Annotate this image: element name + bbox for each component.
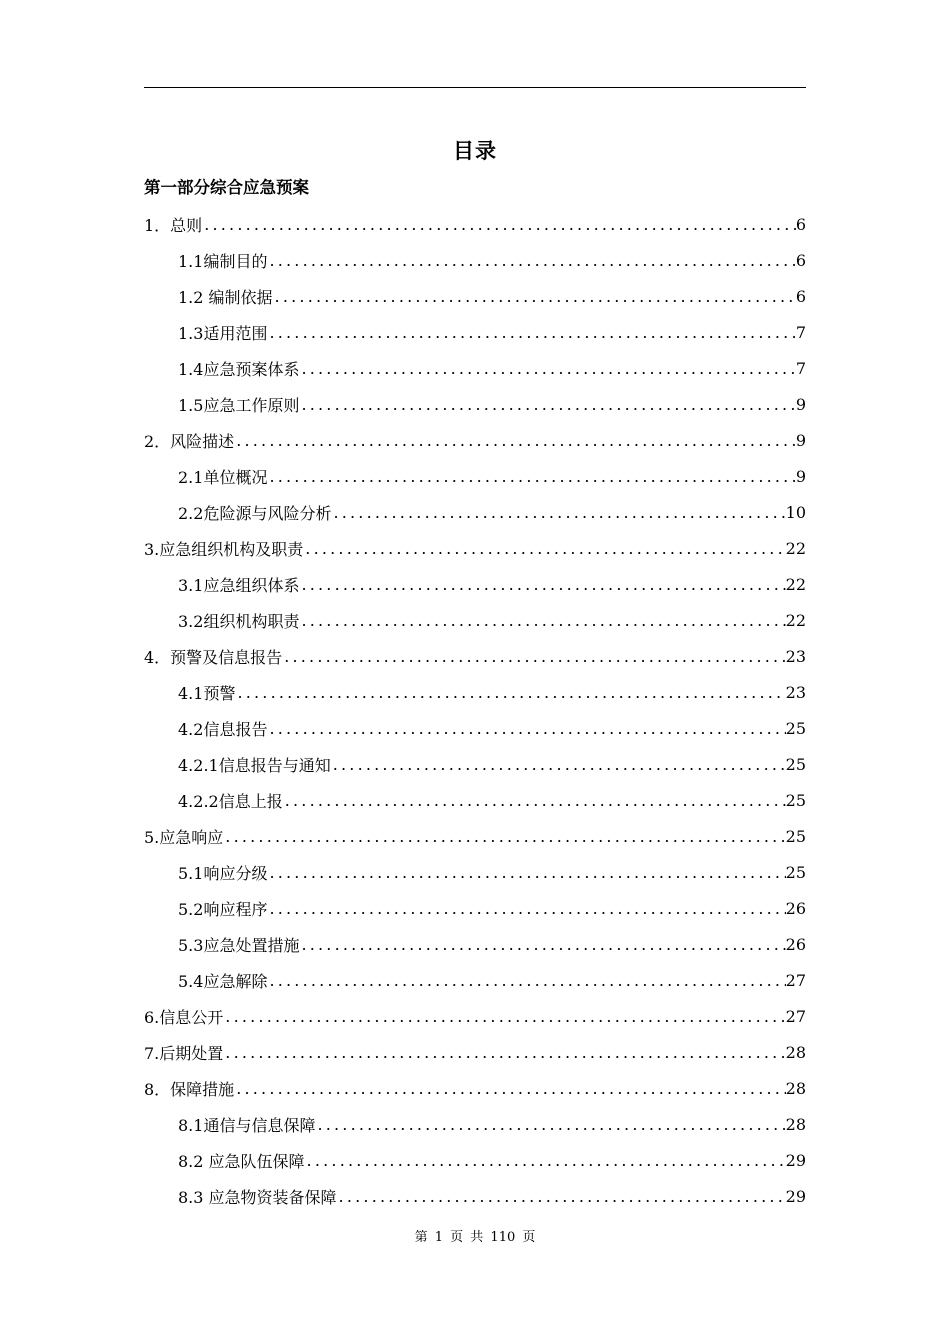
toc-entry-page-number: 22	[785, 610, 806, 630]
toc-dot-leader	[267, 323, 795, 342]
toc-entry-page-number: 28	[785, 1042, 806, 1062]
toc-entry[interactable]	[144, 782, 806, 818]
toc-entry-title: 1.2 编制依据	[178, 287, 273, 307]
toc-entry-title: 3.应急组织机构及职责	[144, 539, 304, 559]
toc-dot-leader	[267, 863, 785, 882]
toc-dot-leader	[223, 827, 785, 846]
toc-entry-title: 7.后期处置	[144, 1043, 224, 1063]
toc-dot-leader	[234, 431, 796, 450]
table-of-contents	[144, 206, 806, 1214]
toc-dot-leader	[202, 215, 796, 234]
toc-entry[interactable]	[144, 530, 806, 566]
toc-dot-leader	[299, 935, 785, 954]
toc-entry-title: 4．预警及信息报告	[144, 647, 283, 667]
page-title: 目录	[453, 139, 497, 163]
toc-entry-title: 5.3应急处置措施	[178, 935, 300, 955]
toc-entry-page-number: 9	[795, 394, 806, 414]
toc-entry-title: 8．保障措施	[144, 1079, 235, 1099]
toc-entry-page-number: 25	[785, 826, 806, 846]
toc-entry[interactable]	[144, 638, 806, 674]
part-heading: 第一部分综合应急预案	[144, 178, 309, 197]
toc-entry-title: 1.4应急预案体系	[178, 359, 300, 379]
toc-entry-page-number: 6	[795, 214, 806, 234]
toc-dot-leader	[223, 1007, 785, 1026]
toc-entry[interactable]	[144, 998, 806, 1034]
toc-dot-leader	[303, 539, 785, 558]
toc-entry-title: 1.5应急工作原则	[178, 395, 300, 415]
header-rule	[144, 87, 806, 88]
toc-entry-title: 1．总则	[144, 215, 203, 235]
toc-entry-title: 5.4应急解除	[178, 971, 268, 991]
toc-entry[interactable]	[144, 314, 806, 350]
toc-entry-page-number: 28	[785, 1078, 806, 1098]
toc-dot-leader	[223, 1043, 785, 1062]
toc-entry-title: 8.1通信与信息保障	[178, 1115, 316, 1135]
toc-entry-page-number: 7	[795, 322, 806, 342]
toc-dot-leader	[299, 359, 795, 378]
toc-entry[interactable]	[144, 1034, 806, 1070]
toc-entry[interactable]	[144, 1178, 806, 1214]
toc-entry[interactable]	[144, 422, 806, 458]
toc-entry-page-number: 25	[785, 754, 806, 774]
toc-entry-page-number: 28	[785, 1114, 806, 1134]
toc-entry-page-number: 25	[785, 718, 806, 738]
toc-dot-leader	[267, 971, 785, 990]
toc-dot-leader	[267, 467, 795, 486]
toc-dot-leader	[235, 683, 785, 702]
toc-dot-leader	[305, 1151, 786, 1170]
toc-entry-title: 5.应急响应	[144, 827, 224, 847]
toc-entry-title: 3.2组织机构职责	[178, 611, 300, 631]
toc-entry[interactable]	[144, 1106, 806, 1142]
toc-entry-page-number: 27	[785, 970, 806, 990]
toc-dot-leader	[299, 395, 795, 414]
toc-entry[interactable]	[144, 602, 806, 638]
toc-dot-leader	[273, 287, 796, 306]
toc-entry[interactable]	[144, 746, 806, 782]
toc-entry-page-number: 10	[785, 502, 806, 522]
toc-dot-leader	[299, 611, 785, 630]
toc-entry[interactable]	[144, 710, 806, 746]
toc-entry[interactable]	[144, 890, 806, 926]
toc-dot-leader	[267, 719, 785, 738]
page-footer: 第 1 页 共 110 页	[414, 1230, 536, 1245]
toc-entry-page-number: 6	[795, 286, 806, 306]
toc-entry[interactable]	[144, 494, 806, 530]
toc-entry[interactable]	[144, 962, 806, 998]
toc-dot-leader	[315, 1115, 785, 1134]
toc-entry-page-number: 7	[795, 358, 806, 378]
toc-entry-title: 4.2.2信息上报	[178, 791, 283, 811]
toc-entry-title: 2.1单位概况	[178, 467, 268, 487]
toc-entry[interactable]	[144, 1142, 806, 1178]
toc-entry[interactable]	[144, 458, 806, 494]
toc-entry-title: 8.3 应急物资装备保障	[178, 1187, 337, 1207]
toc-entry-page-number: 29	[785, 1186, 806, 1206]
toc-entry-page-number: 27	[785, 1006, 806, 1026]
toc-entry-page-number: 25	[785, 790, 806, 810]
toc-entry-title: 5.2响应程序	[178, 899, 268, 919]
toc-entry[interactable]	[144, 926, 806, 962]
toc-entry[interactable]	[144, 818, 806, 854]
toc-entry-title: 3.1应急组织体系	[178, 575, 300, 595]
toc-dot-leader	[331, 755, 786, 774]
toc-entry-title: 2．风险描述	[144, 431, 235, 451]
toc-dot-leader	[282, 647, 785, 666]
toc-entry-title: 2.2危险源与风险分析	[178, 503, 332, 523]
toc-entry-title: 4.1预警	[178, 683, 236, 703]
toc-dot-leader	[331, 503, 785, 522]
toc-entry-page-number: 26	[785, 898, 806, 918]
toc-entry[interactable]	[144, 566, 806, 602]
toc-entry-page-number: 22	[785, 538, 806, 558]
toc-entry-page-number: 23	[785, 682, 806, 702]
toc-entry-page-number: 22	[785, 574, 806, 594]
toc-dot-leader	[267, 251, 795, 270]
toc-entry-page-number: 25	[785, 862, 806, 882]
toc-entry-title: 4.2信息报告	[178, 719, 268, 739]
toc-entry[interactable]	[144, 278, 806, 314]
toc-entry-title: 1.1编制目的	[178, 251, 268, 271]
toc-entry[interactable]	[144, 350, 806, 386]
toc-entry-title: 8.2 应急队伍保障	[178, 1151, 305, 1171]
toc-entry-title: 1.3适用范围	[178, 323, 268, 343]
toc-dot-leader	[267, 899, 785, 918]
toc-entry-title: 5.1响应分级	[178, 863, 268, 883]
toc-entry-title: 6.信息公开	[144, 1007, 224, 1027]
toc-entry-page-number: 6	[795, 250, 806, 270]
toc-entry-page-number: 23	[785, 646, 806, 666]
toc-entry[interactable]	[144, 1070, 806, 1106]
toc-dot-leader	[283, 791, 786, 810]
toc-entry-title: 4.2.1信息报告与通知	[178, 755, 331, 775]
toc-dot-leader	[299, 575, 785, 594]
toc-entry[interactable]	[144, 854, 806, 890]
toc-entry[interactable]	[144, 674, 806, 710]
toc-entry-page-number: 29	[785, 1150, 806, 1170]
toc-entry[interactable]	[144, 242, 806, 278]
toc-entry-page-number: 26	[785, 934, 806, 954]
toc-dot-leader	[337, 1187, 786, 1206]
toc-entry-page-number: 9	[795, 430, 806, 450]
toc-entry[interactable]	[144, 386, 806, 422]
toc-entry-page-number: 9	[795, 466, 806, 486]
toc-dot-leader	[234, 1079, 785, 1098]
toc-entry[interactable]	[144, 206, 806, 242]
